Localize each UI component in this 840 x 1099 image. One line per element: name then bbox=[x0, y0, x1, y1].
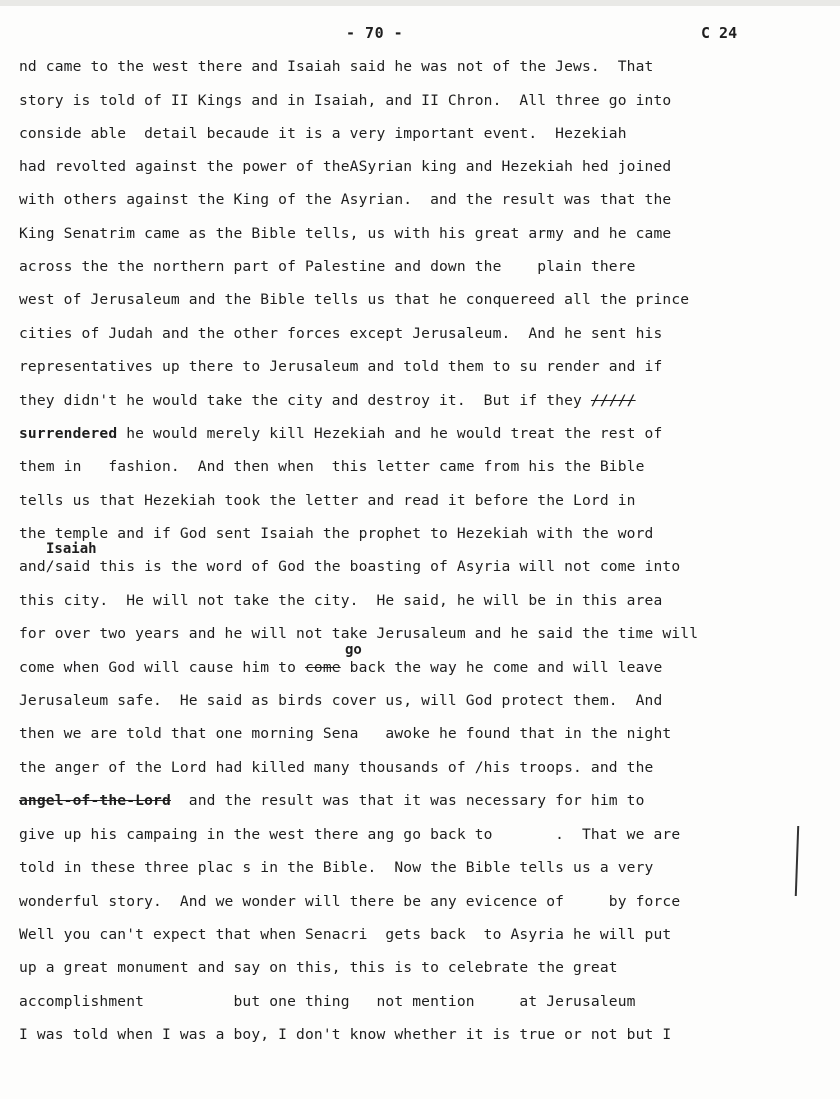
text-line-1: nd came to the west there and Isaiah said he was not of the Jews. That bbox=[19, 58, 654, 75]
text-line-17: this city. He will not take the city. He said, he will be in this area bbox=[19, 592, 663, 609]
struck-text: ///// bbox=[590, 392, 636, 409]
text-line-16: and/said this is the word of God the boasting of Asyria will not come into bbox=[19, 558, 681, 575]
document-code: C 24 bbox=[701, 24, 738, 42]
scan-edge bbox=[0, 0, 840, 6]
text-line-29: accomplishment but one thing not mention at Jerusaleum bbox=[19, 993, 636, 1010]
struck-angel: angel-of-the-Lord bbox=[19, 792, 171, 809]
text-line-30: I was told when I was a boy, I don't know whether it is true or not but I bbox=[19, 1026, 672, 1043]
text-line-27: Well you can't expect that when Senacri gets back to Asyria he will put bbox=[19, 926, 672, 943]
text-line-26: wonderful story. And we wonder will there be any evicence of by force bbox=[19, 893, 681, 910]
text-line-19-main: come when God will cause him to bbox=[19, 659, 305, 676]
text-line-12-main: he would merely kill Hezekiah and he would treat the rest of bbox=[117, 425, 663, 442]
text-line-25: told in these three plac s in the Bible. Now the Bible tells us a very bbox=[19, 859, 654, 876]
text-line-23-main: and the result was that it was necessary for him to bbox=[170, 792, 645, 809]
inserted-go: go bbox=[345, 642, 362, 658]
text-line-13: them in fashion. And then when this letter came from his the Bible bbox=[19, 458, 645, 475]
text-line-24: give up his campaing in the west there ang go back to . That we are bbox=[19, 826, 681, 843]
text-line-12 bbox=[19, 425, 662, 443]
text-line-5: with others against the King of the Asyrian. and the result was that the bbox=[19, 191, 672, 208]
text-line-19-tail: back the way he come and will leave bbox=[340, 659, 663, 676]
text-line-7: across the the northern part of Palestine and down the plain there bbox=[19, 258, 636, 275]
text-line-18: for over two years and he will not take Jerusaleum and he said the time will bbox=[19, 625, 699, 642]
text-line-21: then we are told that one morning Sena awoke he found that in the night bbox=[19, 725, 672, 742]
text-line-19 bbox=[19, 659, 662, 677]
text-line-28: up a great monument and say on this, this is to celebrate the great bbox=[19, 959, 618, 976]
text-line-2: story is told of II Kings and in Isaiah, and II Chron. All three go into bbox=[19, 92, 672, 109]
margin-mark bbox=[795, 826, 799, 896]
text-line-11-main: they didn't he would take the city and destroy it. But if they bbox=[19, 392, 591, 409]
text-line-20: Jerusaleum safe. He said as birds cover us, will God protect them. And bbox=[19, 692, 663, 709]
text-line-8: west of Jerusaleum and the Bible tells us that he conquereed all the prince bbox=[19, 291, 690, 308]
surrendered-word: surrendered bbox=[19, 425, 118, 442]
text-line-15: the temple and if God sent Isaiah the prophet to Hezekiah with the word bbox=[19, 525, 654, 542]
text-line-6: King Senatrim came as the Bible tells, us with his great army and he came bbox=[19, 225, 672, 242]
text-line-10: representatives up there to Jerusaleum and told them to su render and if bbox=[19, 358, 663, 375]
text-line-23 bbox=[19, 792, 645, 810]
text-line-22: the anger of the Lord had killed many thousands of /his troops. and the bbox=[19, 759, 654, 776]
text-line-14: tells us that Hezekiah took the letter and read it before the Lord in bbox=[19, 492, 636, 509]
text-line-9: cities of Judah and the other forces except Jerusaleum. And he sent his bbox=[19, 325, 663, 342]
inserted-isaiah: Isaiah bbox=[46, 541, 97, 557]
page-number: - 70 - bbox=[346, 24, 404, 42]
text-line-4: had revolted against the power of theASyrian king and Hezekiah hed joined bbox=[19, 158, 672, 175]
struck-come: come bbox=[304, 659, 341, 676]
text-line-3: conside able detail becaude it is a very important event. Hezekiah bbox=[19, 125, 627, 142]
text-line-11 bbox=[19, 392, 636, 410]
